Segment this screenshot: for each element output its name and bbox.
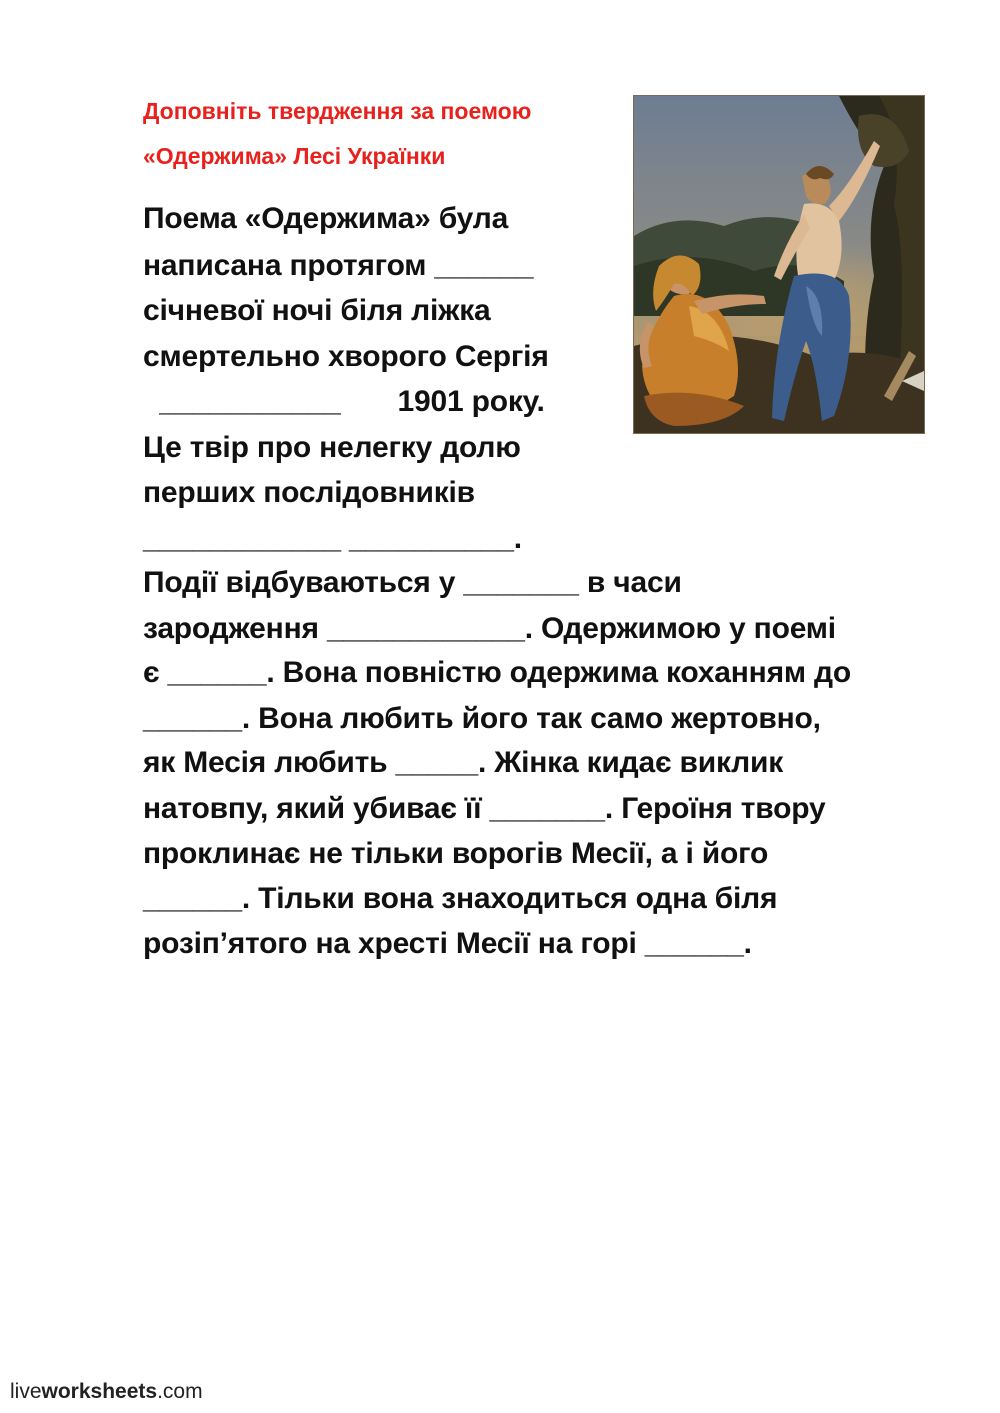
footer-prefix: live <box>10 1380 42 1403</box>
text-line: січневої ночі біля ліжка <box>143 294 491 327</box>
text-line: є ______. Вона повністю одержима коханням до <box>143 656 852 689</box>
text-line: перших послідовників <box>143 476 475 509</box>
footer-brand: worksheets <box>41 1380 158 1403</box>
heading-line-1: Доповніть твердження за поемою <box>143 98 532 124</box>
heading-line-2: «Одержима» Лесі Українки <box>143 143 446 169</box>
text-line: натовпу, який убиває її _______. Героїня твору <box>143 792 826 825</box>
text-line: смертельно хворого Сергія <box>143 340 549 373</box>
text-line: Це твір про нелегку долю <box>143 431 521 464</box>
text-line: написана протягом ______ <box>143 249 534 282</box>
text-line: Поема «Одержима» була <box>143 202 509 235</box>
text-line: ______. Тільки вона знаходиться одна біля <box>143 882 778 915</box>
text-line: ___________ 1901 року. <box>143 385 545 418</box>
text-line: зародження ____________. Одержимою у поемі <box>143 612 836 645</box>
text-line: ____________ __________. <box>143 522 522 555</box>
painting-illustration <box>633 95 925 434</box>
text-line: проклинає не тільки ворогів Месії, а і його <box>143 837 769 870</box>
liveworksheets-logo[interactable] <box>10 1380 203 1404</box>
text-line: розіп’ятого на хресті Месії на горі ______. <box>143 927 752 960</box>
text-line: як Месія любить _____. Жінка кидає виклик <box>143 746 784 779</box>
text-line: ______. Вона любить його так само жертовно, <box>143 702 821 735</box>
footer-suffix: .com <box>157 1380 203 1403</box>
text-line: Події відбуваються у _______ в часи <box>143 566 682 599</box>
